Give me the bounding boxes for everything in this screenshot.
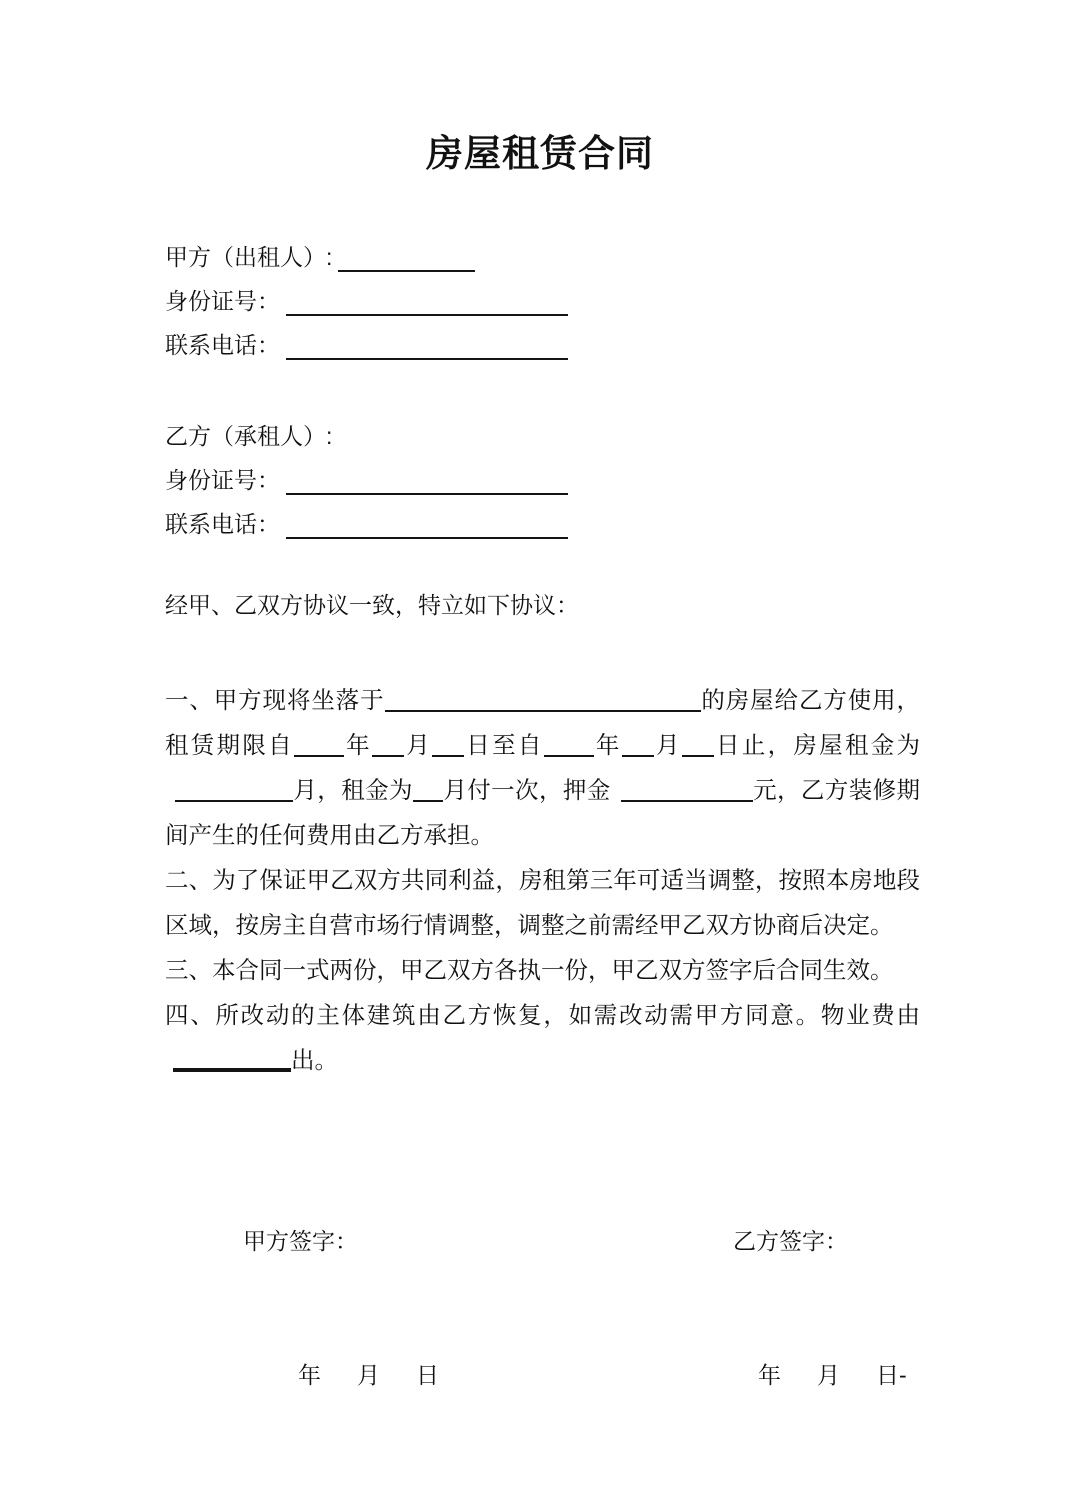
- end-day-blank[interactable]: [682, 735, 714, 757]
- party-b-id-row: [165, 451, 965, 495]
- party-b-phone-blank[interactable]: [286, 516, 568, 539]
- party-b-phone-row: [165, 495, 965, 539]
- end-year-blank[interactable]: [544, 735, 594, 757]
- party-b-date-day: 日-: [876, 1362, 907, 1388]
- rent-amount-blank[interactable]: [175, 780, 293, 802]
- party-b-date: [758, 1358, 907, 1392]
- clause-one-seg10: 月付一次，押金: [442, 777, 611, 803]
- clause-one-seg9: 月，租金为: [293, 777, 413, 803]
- clause-four-seg1: 四、所改动的主体建筑由乙方恢复，如需改动需甲方同意。物业费由: [165, 1002, 920, 1028]
- party-b-name-row: [165, 407, 965, 451]
- clause-one-seg11: 元，乙方装修期间产生的任何费用由乙方承担。: [165, 777, 921, 848]
- party-b-id-label: 身份证号：: [165, 467, 280, 493]
- payment-interval-blank[interactable]: [413, 780, 443, 802]
- party-a-id-blank[interactable]: [286, 293, 568, 316]
- clause-list: [165, 678, 920, 1083]
- party-a-date-day: 日: [416, 1362, 439, 1388]
- property-fee-payer-blank[interactable]: [173, 1048, 291, 1072]
- party-a-date-year: 年: [298, 1362, 321, 1388]
- clause-one: [165, 678, 920, 858]
- signature-row: [0, 1224, 1080, 1258]
- party-a-name-label: 甲方（出租人）:: [165, 244, 333, 270]
- clause-two: 二、为了保证甲乙双方共同利益，房租第三年可适当调整，按照本房地段区域，按房主自营市场行情调整，调整之前需经甲乙双方协商后决定。: [165, 867, 920, 938]
- party-b-date-year: 年: [758, 1362, 781, 1388]
- party-b-date-month: 月: [817, 1362, 840, 1388]
- clause-one-seg8: 日止，房屋租金为: [713, 732, 921, 758]
- clause-one-seg7: 月: [653, 732, 682, 758]
- clause-one-seg2: 的房屋给乙方使用，租赁期限自: [165, 687, 920, 758]
- clause-one-seg4: 月: [403, 732, 433, 758]
- party-a-date-month: 月: [357, 1362, 380, 1388]
- party-a-date: [298, 1358, 439, 1392]
- end-month-blank[interactable]: [622, 735, 654, 757]
- party-a-phone-row: [165, 316, 965, 360]
- clause-four-seg2: 出。: [291, 1047, 338, 1073]
- page-title: 房屋租赁合同: [426, 133, 654, 174]
- party-b-signature-label: 乙方签字：: [733, 1228, 848, 1254]
- clause-one-seg5: 日至自: [464, 732, 544, 758]
- clause-three: 三、本合同一式两份，甲乙双方各执一份，甲乙双方签字后合同生效。: [165, 957, 894, 983]
- party-b-phone-label: 联系电话：: [165, 511, 280, 537]
- start-month-blank[interactable]: [372, 735, 404, 757]
- clause-one-seg1: 一、甲方现将坐落于: [165, 687, 385, 713]
- date-row: [0, 1358, 1080, 1392]
- clause-four: [165, 993, 920, 1083]
- party-b-id-blank[interactable]: [286, 472, 568, 495]
- party-a-id-row: [165, 272, 965, 316]
- clause-one-seg3: 年: [343, 732, 372, 758]
- party-a-signature-label: 甲方签字：: [243, 1228, 358, 1254]
- property-address-blank[interactable]: [385, 690, 701, 712]
- party-a-phone-label: 联系电话：: [165, 332, 280, 358]
- party-a-name-row: [165, 228, 965, 272]
- agreement-intro: 经甲、乙双方协议一致，特立如下协议：: [165, 592, 579, 618]
- party-a-block: [165, 228, 965, 360]
- start-year-blank[interactable]: [294, 735, 344, 757]
- party-a-phone-blank[interactable]: [286, 337, 568, 360]
- party-a-id-label: 身份证号：: [165, 288, 280, 314]
- party-a-name-blank[interactable]: [338, 249, 475, 272]
- party-b-name-label: 乙方（承租人）:: [165, 423, 333, 449]
- start-day-blank[interactable]: [432, 735, 464, 757]
- deposit-amount-blank[interactable]: [621, 780, 753, 802]
- party-b-block: [165, 407, 965, 539]
- clause-one-seg6: 年: [593, 732, 622, 758]
